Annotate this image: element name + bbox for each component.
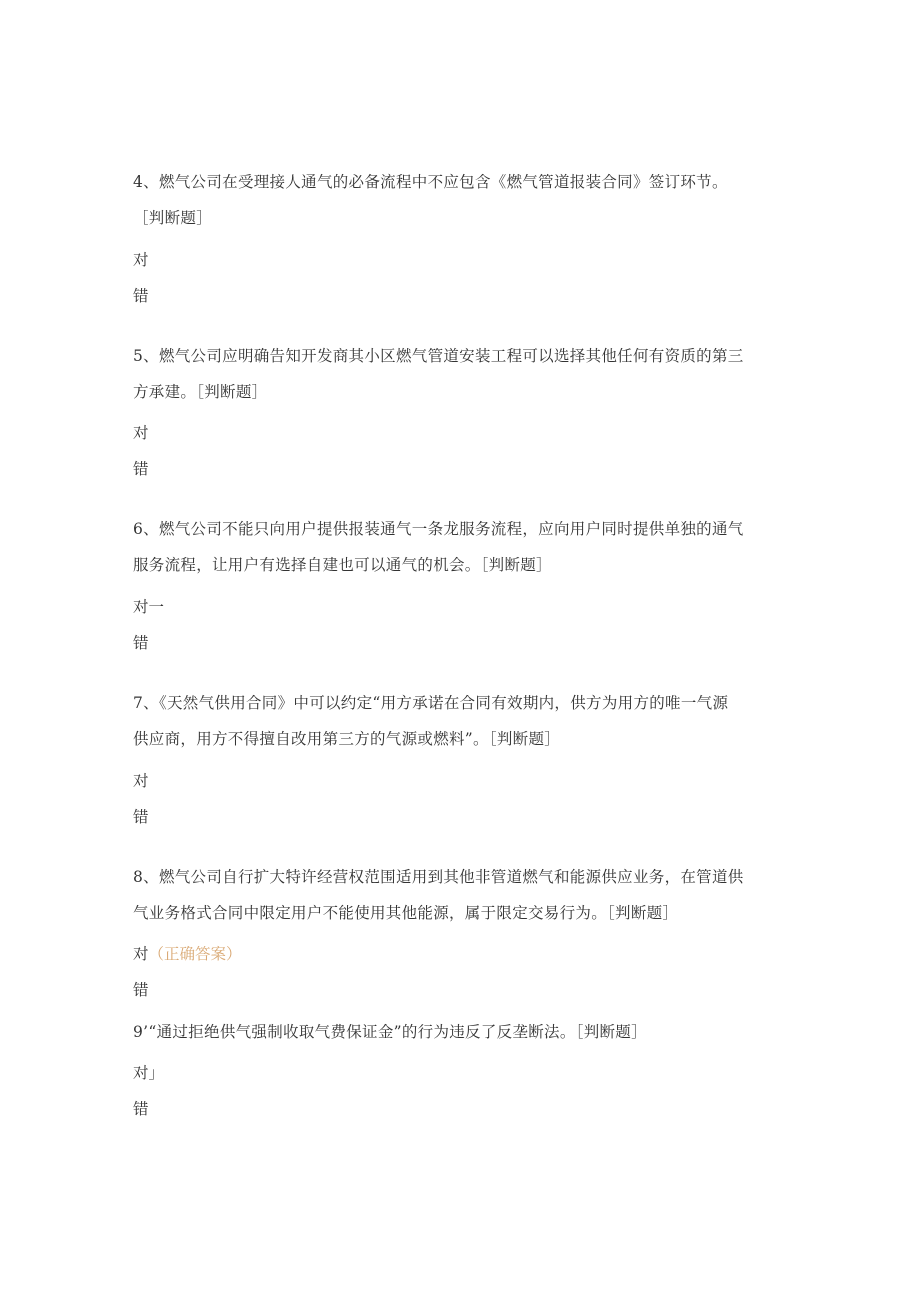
option-false[interactable]: [133, 286, 149, 306]
question-text-line: 气业务格式合同中限定用户不能使用其他能源，属于限定交易行为。［判断题］: [133, 904, 679, 922]
option-label: 错: [133, 634, 149, 652]
question-text-line: 5、燃气公司应明确告知开发商其小区燃气管道安装工程可以选择其他任何有资质的第三: [133, 347, 744, 365]
option-true[interactable]: [133, 597, 164, 617]
question-4: [133, 164, 793, 236]
option-label: 对: [133, 251, 149, 269]
option-false[interactable]: [133, 980, 149, 1000]
question-6: [133, 511, 793, 583]
option-false[interactable]: [133, 807, 149, 827]
option-label: 错: [133, 981, 149, 999]
question-5: [133, 338, 793, 410]
question-text-line: 6、燃气公司不能只向用户提供报装通气一条龙服务流程，应向用户同时提供单独的通气: [133, 520, 744, 538]
question-8: [133, 859, 793, 931]
question-text-line: 服务流程，让用户有选择自建也可以通气的机会。［判断题］: [133, 556, 552, 574]
option-label: 错: [133, 460, 149, 478]
question-text-line: 4、燃气公司在受理接人通气的必备流程中不应包含《燃气管道报装合同》签订环节。: [133, 173, 728, 191]
option-false[interactable]: [133, 459, 149, 479]
option-true[interactable]: [133, 771, 149, 791]
option-label: 对一: [133, 598, 165, 616]
option-false[interactable]: [133, 633, 149, 653]
question-text-line: 8、燃气公司自行扩大特许经营权范围适用到其他非管道燃气和能源供应业务，在管道供: [133, 868, 744, 886]
question-text-line: 9’“通过拒绝供气强制收取气费保证金”的行为违反了反垄断法。［判断题］: [133, 1023, 647, 1041]
question-text-line: 7、《天然气供用合同》中可以约定“用方承诺在合同有效期内，供方为用方的唯一气源: [133, 694, 729, 712]
option-false[interactable]: [133, 1099, 149, 1119]
question-text-line: 供应商，用方不得擅自改用第三方的气源或燃料”。［判断题］: [133, 730, 561, 748]
option-true[interactable]: [133, 423, 149, 443]
option-label: 对: [133, 772, 149, 790]
question-text-line: 方承建。［判断题］: [133, 383, 268, 401]
option-label: 对: [133, 945, 149, 963]
option-label: 对: [133, 424, 149, 442]
question-7: [133, 685, 793, 757]
question-9: [133, 1014, 793, 1050]
option-true[interactable]: [133, 250, 149, 270]
option-true[interactable]: [133, 1063, 164, 1083]
question-text-line: ［判断题］: [133, 209, 213, 227]
option-label: 错: [133, 287, 149, 305]
correct-answer-note: （正确答案）: [148, 945, 242, 963]
option-label: 错: [133, 1100, 149, 1118]
option-label: 错: [133, 808, 149, 826]
option-label: 对」: [133, 1064, 165, 1082]
option-true[interactable]: [133, 944, 242, 964]
